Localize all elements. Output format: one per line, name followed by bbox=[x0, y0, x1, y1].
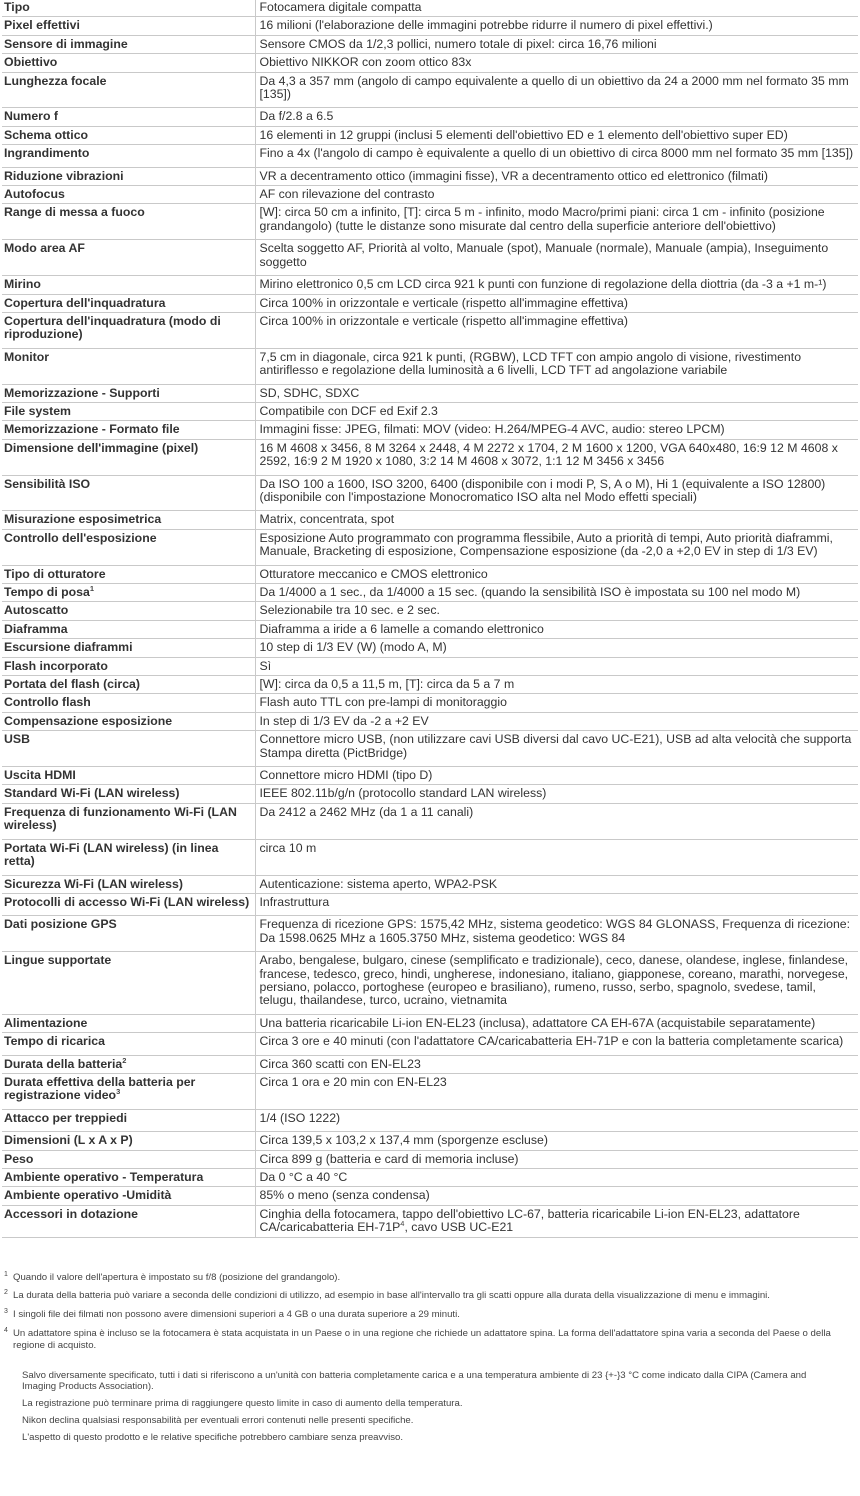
spec-row bbox=[2, 1205, 858, 1237]
spec-value-cell bbox=[255, 1150, 858, 1168]
spec-value-cell bbox=[255, 731, 858, 767]
spec-label-cell bbox=[2, 1187, 255, 1205]
spec-value-cell bbox=[255, 35, 858, 53]
spec-label-cell bbox=[2, 712, 255, 730]
spec-value: Da 4,3 a 357 mm (angolo di campo equivalente a quello di un obiettivo da 24 a 2000 mm nel formato 35 mm [135]) bbox=[259, 73, 849, 102]
spec-label-cell bbox=[2, 1033, 255, 1055]
spec-label: Durata della batteria bbox=[4, 1056, 123, 1071]
spec-value-cell bbox=[255, 785, 858, 803]
spec-label-cell bbox=[2, 1205, 255, 1237]
spec-label: Tempo di ricarica bbox=[4, 1034, 105, 1049]
spec-label-cell bbox=[2, 276, 255, 294]
spec-row bbox=[2, 1169, 858, 1187]
footnote-text: I singoli file dei filmati non possono avere dimensioni superiori a 4 GB o una durata superiore a 29 minuti. bbox=[13, 1309, 460, 1321]
spec-row bbox=[2, 126, 858, 144]
spec-label: Ambiente operativo -Umidità bbox=[4, 1188, 172, 1203]
spec-label: Escursione diaframmi bbox=[4, 640, 133, 655]
spec-label: Range di messa a fuoco bbox=[4, 205, 145, 220]
spec-value-cell bbox=[255, 108, 858, 126]
spec-value-cell bbox=[255, 839, 858, 875]
footnote-text: La durata della batteria può variare a seconda delle condizioni di utilizzo, ad esempio in base all'intervallo tra gli scatti oppure alla durata della visualizzazione di menu e immagini. bbox=[13, 1290, 770, 1302]
spec-value-cell bbox=[255, 186, 858, 204]
footnote-ref: 4 bbox=[400, 1219, 405, 1229]
spec-label: Uscita HDMI bbox=[4, 768, 76, 783]
spec-row bbox=[2, 1014, 858, 1032]
spec-label: Controllo dell'esposizione bbox=[4, 530, 157, 545]
disclaimers bbox=[22, 1370, 842, 1444]
spec-value: Arabo, bengalese, bulgaro, cinese (semplificato e tradizionale), ceco, danese, olandese, inglese, finlandese, francese, tedesco, greco, hindi, ungherese, indonesiano, italiano, giapponese, coreano, marathi, norvegese, persiano, polacco, portoghese (europeo e brasiliano), rumeno, russo, serbo, spagnolo, svedese, tamil, telugu, thailandese, turco, ucraino, vietnamita bbox=[259, 953, 849, 1008]
spec-label-cell bbox=[2, 875, 255, 893]
spec-value: Obiettivo NIKKOR con zoom ottico 83x bbox=[259, 55, 472, 70]
spec-row bbox=[2, 676, 858, 694]
spec-label-cell bbox=[2, 731, 255, 767]
spec-label: Memorizzazione - Supporti bbox=[4, 385, 160, 400]
spec-value: Circa 1 ora e 20 min con EN-EL23 bbox=[259, 1074, 447, 1089]
spec-value-cell bbox=[255, 1132, 858, 1150]
spec-label: Flash incorporato bbox=[4, 658, 108, 673]
spec-row bbox=[2, 1033, 858, 1055]
spec-label: Riduzione vibrazioni bbox=[4, 168, 124, 183]
spec-label: Diaframma bbox=[4, 621, 68, 636]
spec-label-cell bbox=[2, 145, 255, 167]
spec-label: Schema ottico bbox=[4, 127, 89, 142]
spec-label-cell bbox=[2, 785, 255, 803]
spec-row bbox=[2, 1055, 858, 1073]
spec-value: 10 step di 1/3 EV (W) (modo A, M) bbox=[259, 640, 447, 655]
disclaimer-text: La registrazione può terminare prima di raggiungere questo limite in caso di aumento della temperatura. bbox=[22, 1398, 463, 1410]
spec-value-cell bbox=[255, 204, 858, 240]
spec-row bbox=[2, 712, 858, 730]
spec-label-cell bbox=[2, 839, 255, 875]
spec-label: Numero f bbox=[4, 109, 58, 124]
spec-label: Protocolli di accesso Wi-Fi (LAN wireless) bbox=[4, 894, 250, 909]
spec-value: VR a decentramento ottico (immagini fisse), VR a decentramento ottico ed elettronico (filmati) bbox=[259, 168, 768, 183]
footnote-ref: 1 bbox=[89, 583, 95, 593]
spec-row bbox=[2, 1109, 858, 1131]
spec-value-cell bbox=[255, 72, 858, 108]
spec-value: Circa 3 ore e 40 minuti (con l'adattatore CA/caricabatteria EH-71P e con la batteria completamente scarica) bbox=[259, 1034, 844, 1049]
spec-value-cell bbox=[255, 402, 858, 420]
spec-label: Mirino bbox=[4, 277, 41, 292]
spec-value: Mirino elettronico 0,5 cm LCD circa 921 k punti con funzione di regolazione della diottria (da -3 a +1 m-¹) bbox=[259, 277, 827, 292]
spec-value: Fino a 4x (l'angolo di campo è equivalente a quello di un obiettivo di circa 8000 mm nel formato 35 mm [135]) bbox=[259, 146, 854, 161]
spec-row bbox=[2, 803, 858, 839]
spec-label-cell bbox=[2, 108, 255, 126]
spec-label-cell bbox=[2, 511, 255, 529]
spec-label-cell bbox=[2, 17, 255, 35]
spec-label: Sensore di immagine bbox=[4, 36, 128, 51]
spec-label-cell bbox=[2, 475, 255, 511]
spec-value-cell bbox=[255, 1055, 858, 1073]
spec-row bbox=[2, 72, 858, 108]
footnote-number: 2 bbox=[4, 1289, 8, 1297]
spec-value-cell bbox=[255, 439, 858, 475]
spec-value-cell bbox=[255, 294, 858, 312]
spec-row bbox=[2, 54, 858, 72]
spec-label-cell bbox=[2, 694, 255, 712]
spec-label-cell bbox=[2, 1109, 255, 1131]
spec-label-cell bbox=[2, 1055, 255, 1073]
spec-row bbox=[2, 639, 858, 657]
spec-value-cell bbox=[255, 620, 858, 638]
spec-label: Autoscatto bbox=[4, 603, 69, 618]
footnote bbox=[4, 1309, 844, 1321]
spec-value-cell bbox=[255, 54, 858, 72]
spec-label-cell bbox=[2, 0, 255, 17]
spec-value-cell bbox=[255, 1109, 858, 1131]
footnotes bbox=[4, 1272, 844, 1352]
spec-value: Circa 899 g (batteria e card di memoria incluse) bbox=[259, 1151, 519, 1166]
footnote-number: 3 bbox=[4, 1308, 8, 1316]
spec-label-cell bbox=[2, 657, 255, 675]
spec-label: Modo area AF bbox=[4, 241, 85, 256]
spec-row bbox=[2, 186, 858, 204]
spec-value: Circa 100% in orizzontale e verticale (rispetto all'immagine effettiva) bbox=[259, 295, 628, 310]
spec-value: 16 elementi in 12 gruppi (inclusi 5 elementi dell'obiettivo ED e 1 elemento dell'obiettivo super ED) bbox=[259, 127, 788, 142]
spec-label-cell bbox=[2, 1073, 255, 1109]
disclaimer-text: L'aspetto di questo prodotto e le relative specifiche potrebbero cambiare senza preavviso. bbox=[22, 1431, 404, 1443]
spec-row bbox=[2, 204, 858, 240]
spec-row bbox=[2, 167, 858, 185]
spec-label: Attacco per treppiedi bbox=[4, 1110, 127, 1125]
spec-label-cell bbox=[2, 584, 255, 602]
spec-label: Pixel effettivi bbox=[4, 18, 80, 33]
spec-value: IEEE 802.11b/g/n (protocollo standard LAN wireless) bbox=[259, 786, 547, 801]
spec-value-cell bbox=[255, 1187, 858, 1205]
spec-label: Copertura dell'inquadratura (modo di riproduzione) bbox=[4, 313, 221, 342]
spec-label: Accessori in dotazione bbox=[4, 1206, 138, 1221]
spec-value-cell bbox=[255, 384, 858, 402]
spec-row bbox=[2, 511, 858, 529]
spec-label: Autofocus bbox=[4, 187, 65, 202]
spec-value-cell bbox=[255, 694, 858, 712]
spec-row bbox=[2, 657, 858, 675]
spec-row bbox=[2, 384, 858, 402]
spec-label-cell bbox=[2, 803, 255, 839]
spec-value: 16 milioni (l'elaborazione delle immagini potrebbe ridurre il numero di pixel effettivi.) bbox=[259, 18, 713, 33]
spec-value: Da 2412 a 2462 MHz (da 1 a 11 canali) bbox=[259, 804, 474, 819]
spec-label: Tempo di posa bbox=[4, 585, 90, 599]
spec-label-cell bbox=[2, 767, 255, 785]
spec-row bbox=[2, 294, 858, 312]
spec-label: Frequenza di funzionamento Wi-Fi (LAN wireless) bbox=[4, 804, 237, 833]
spec-label-cell bbox=[2, 54, 255, 72]
spec-label-cell bbox=[2, 72, 255, 108]
spec-value: Circa 360 scatti con EN-EL23 bbox=[259, 1056, 421, 1071]
spec-row bbox=[2, 1150, 858, 1168]
spec-label: Peso bbox=[4, 1151, 34, 1166]
spec-label: USB bbox=[4, 732, 30, 747]
spec-label: Standard Wi-Fi (LAN wireless) bbox=[4, 786, 180, 801]
spec-value: Frequenza di ricezione GPS: 1575,42 MHz, sistema geodetico: WGS 84 GLONASS, Frequenza di ricezione: Da 1598.0625 MHz a 1605.3750 MHz, sistema geodetico: WGS 84 bbox=[259, 917, 851, 945]
spec-label-cell bbox=[2, 35, 255, 53]
spec-value: 85% o meno (senza condensa) bbox=[259, 1188, 430, 1203]
spec-value-cell bbox=[255, 1169, 858, 1187]
spec-row bbox=[2, 875, 858, 893]
footnote-number: 1 bbox=[4, 1270, 8, 1278]
spec-value-cell bbox=[255, 875, 858, 893]
spec-label: Monitor bbox=[4, 349, 50, 364]
spec-label-cell bbox=[2, 421, 255, 439]
spec-label-cell bbox=[2, 916, 255, 952]
spec-label-cell bbox=[2, 204, 255, 240]
spec-row bbox=[2, 0, 858, 17]
spec-value: Da 0 °C a 40 °C bbox=[259, 1170, 348, 1184]
spec-value: Compatibile con DCF ed Exif 2.3 bbox=[259, 403, 438, 418]
spec-value-cell bbox=[255, 767, 858, 785]
spec-label: File system bbox=[4, 403, 71, 418]
spec-label-cell bbox=[2, 186, 255, 204]
spec-value: Sì bbox=[259, 658, 272, 673]
spec-row bbox=[2, 475, 858, 511]
spec-value-cell bbox=[255, 312, 858, 348]
spec-value: Connettore micro HDMI (tipo D) bbox=[259, 768, 433, 783]
spec-value-cell bbox=[255, 639, 858, 657]
spec-value-cell bbox=[255, 17, 858, 35]
spec-value: Flash auto TTL con pre-lampi di monitoraggio bbox=[259, 695, 507, 710]
footnote-ref: 3 bbox=[116, 1087, 121, 1097]
spec-value: 16 M 4608 x 3456, 8 M 3264 x 2448, 4 M 2272 x 1704, 2 M 1600 x 1200, VGA 640x480, 16:9 12 M 4608 x 2592, 16:9 2 M 1920 x 1080, 3:2 14 M 4608 x 3072, 1:1 12 M 3456 x 3456 bbox=[259, 440, 838, 469]
disclaimer-text: Salvo diversamente specificato, tutti i dati si riferiscono a un'unità con batteria completamente carica e a una temperatura ambiente di 23 {+-}3 °C come indicato dalla CIPA (Camera and Imaging Products Association). bbox=[22, 1369, 807, 1393]
spec-label: Dati posizione GPS bbox=[4, 917, 117, 932]
spec-label: Lunghezza focale bbox=[4, 73, 107, 88]
spec-label-cell bbox=[2, 402, 255, 420]
spec-row bbox=[2, 839, 858, 875]
spec-row bbox=[2, 402, 858, 420]
spec-value: Selezionabile tra 10 sec. e 2 sec. bbox=[259, 603, 440, 618]
spec-row bbox=[2, 439, 858, 475]
spec-value-cell bbox=[255, 421, 858, 439]
spec-row bbox=[2, 145, 858, 167]
disclaimer-text: Nikon declina qualsiasi responsabilità per eventuali errori contenuti nelle presenti specifiche. bbox=[22, 1415, 414, 1426]
spec-value: Circa 139,5 x 103,2 x 137,4 mm (sporgenze escluse) bbox=[259, 1133, 548, 1148]
spec-label-cell bbox=[2, 639, 255, 657]
spec-value-cell bbox=[255, 511, 858, 529]
spec-value-cell bbox=[255, 126, 858, 144]
spec-value-cell bbox=[255, 565, 858, 583]
spec-value: Diaframma a iride a 6 lamelle a comando elettronico bbox=[259, 621, 544, 636]
spec-label: Dimensioni (L x A x P) bbox=[4, 1133, 133, 1148]
spec-value: [W]: circa 50 cm a infinito, [T]: circa 5 m - infinito, modo Macro/primi piani: circa 1 cm - infinito (posizione grandangolo) (tutte le distanze sono misurate dal centro della superficie anteriore dell'obiettivo) bbox=[259, 205, 825, 233]
spec-value-cell bbox=[255, 1205, 858, 1237]
footnote bbox=[4, 1272, 844, 1284]
spec-row bbox=[2, 312, 858, 348]
spec-row bbox=[2, 731, 858, 767]
spec-label-cell bbox=[2, 1014, 255, 1032]
spec-row bbox=[2, 240, 858, 276]
spec-label: Compensazione esposizione bbox=[4, 713, 173, 728]
spec-value: 1/4 (ISO 1222) bbox=[259, 1110, 341, 1125]
spec-label-cell bbox=[2, 893, 255, 915]
spec-row bbox=[2, 1187, 858, 1205]
spec-value: SD, SDHC, SDXC bbox=[259, 385, 360, 400]
spec-row bbox=[2, 1132, 858, 1150]
spec-value-cell bbox=[255, 240, 858, 276]
spec-row bbox=[2, 17, 858, 35]
spec-value: Da f/2.8 a 6.5 bbox=[259, 109, 334, 124]
spec-value: Matrix, concentrata, spot bbox=[259, 512, 395, 527]
spec-value: AF con rilevazione del contrasto bbox=[259, 187, 435, 202]
spec-value: circa 10 m bbox=[259, 840, 317, 855]
spec-label: Lingue supportate bbox=[4, 953, 112, 968]
spec-label: Obiettivo bbox=[4, 55, 58, 70]
spec-row bbox=[2, 35, 858, 53]
spec-label-cell bbox=[2, 294, 255, 312]
spec-row bbox=[2, 602, 858, 620]
spec-value-cell bbox=[255, 952, 858, 1015]
spec-row bbox=[2, 767, 858, 785]
spec-label: Ingrandimento bbox=[4, 146, 90, 161]
spec-value-cell bbox=[255, 584, 858, 602]
spec-value: Infrastruttura bbox=[259, 894, 330, 909]
spec-label-cell bbox=[2, 384, 255, 402]
spec-row bbox=[2, 584, 858, 602]
spec-label-cell bbox=[2, 240, 255, 276]
spec-value-cell bbox=[255, 529, 858, 565]
spec-value: Circa 100% in orizzontale e verticale (rispetto all'immagine effettiva) bbox=[259, 313, 628, 328]
specifications-body bbox=[2, 0, 858, 1237]
spec-label: Durata effettiva della batteria per registrazione video bbox=[4, 1074, 196, 1103]
spec-value-continued: , cavo USB UC-E21 bbox=[404, 1220, 514, 1235]
spec-value: Immagini fisse: JPEG, filmati: MOV (video: H.264/MPEG-4 AVC, audio: stereo LPCM) bbox=[259, 422, 725, 437]
spec-row bbox=[2, 1073, 858, 1109]
spec-row bbox=[2, 785, 858, 803]
spec-value-cell bbox=[255, 676, 858, 694]
spec-row bbox=[2, 529, 858, 565]
spec-label-cell bbox=[2, 620, 255, 638]
spec-value-cell bbox=[255, 1014, 858, 1032]
spec-value: Cinghia della fotocamera, tappo dell'obiettivo LC-67, batteria ricaricabile Li-ion EN-EL23, adattatore CA/caricabatteria EH-71P bbox=[259, 1206, 800, 1235]
spec-value-cell bbox=[255, 1073, 858, 1109]
spec-value: Esposizione Auto programmato con programma flessibile, Auto a priorità di tempi, Auto priorità diaframmi, Manuale, Bracketing di esposizione, Compensazione esposizione (da -2,0 a +2,0 EV in step di 1/3 EV) bbox=[259, 530, 833, 559]
spec-label: Memorizzazione - Formato file bbox=[4, 422, 180, 437]
footnote-text: Un adattatore spina è incluso se la fotocamera è stata acquistata in un Paese o in una regione che richiede un adattatore spina. La forma dell'adattatore spina varia a seconda del Paese o della regione di acquisto. bbox=[13, 1328, 831, 1351]
spec-label: Dimensione dell'immagine (pixel) bbox=[4, 440, 199, 455]
spec-label: Tipo bbox=[4, 0, 30, 14]
spec-row bbox=[2, 893, 858, 915]
spec-row bbox=[2, 952, 858, 1015]
spec-value-cell bbox=[255, 167, 858, 185]
footnote bbox=[4, 1290, 844, 1302]
spec-label-cell bbox=[2, 126, 255, 144]
spec-row bbox=[2, 620, 858, 638]
spec-row bbox=[2, 348, 858, 384]
spec-value: Sensore CMOS da 1/2,3 pollici, numero totale di pixel: circa 16,76 milioni bbox=[259, 36, 657, 51]
spec-value-cell bbox=[255, 145, 858, 167]
spec-value-cell bbox=[255, 276, 858, 294]
spec-label: Sensibilità ISO bbox=[4, 476, 91, 491]
spec-label-cell bbox=[2, 565, 255, 583]
spec-value-cell bbox=[255, 893, 858, 915]
footnote-ref: 2 bbox=[122, 1055, 127, 1065]
spec-label: Alimentazione bbox=[4, 1015, 88, 1030]
spec-row bbox=[2, 421, 858, 439]
spec-value-cell bbox=[255, 602, 858, 620]
spec-row bbox=[2, 916, 858, 952]
spec-value: 7,5 cm in diagonale, circa 921 k punti, (RGBW), LCD TFT con ampio angolo di visione, rivestimento antiriflesso e regolazione della luminosità a 6 livelli, LCD TFT ad angolazione variabile bbox=[259, 349, 802, 378]
footnote bbox=[4, 1328, 844, 1352]
spec-label-cell bbox=[2, 529, 255, 565]
spec-label-cell bbox=[2, 602, 255, 620]
spec-value-cell bbox=[255, 0, 858, 17]
spec-value: Una batteria ricaricabile Li-ion EN-EL23 (inclusa), adattatore CA EH-67A (acquistabile separatamente) bbox=[259, 1015, 816, 1030]
footnote-number: 4 bbox=[4, 1327, 8, 1335]
spec-label-cell bbox=[2, 312, 255, 348]
spec-value: Da ISO 100 a 1600, ISO 3200, 6400 (disponibile con i modi P, S, A o M), Hi 1 (equivalente a ISO 12800) (disponibile con l'impostazione Monocromatico ISO alta nel Modo effetti speciali) bbox=[259, 476, 826, 504]
spec-value-cell bbox=[255, 348, 858, 384]
spec-label: Portata del flash (circa) bbox=[4, 677, 140, 692]
spec-row bbox=[2, 565, 858, 583]
spec-value-cell bbox=[255, 1033, 858, 1055]
spec-value-cell bbox=[255, 475, 858, 511]
spec-value-cell bbox=[255, 657, 858, 675]
spec-row bbox=[2, 108, 858, 126]
spec-value: Otturatore meccanico e CMOS elettronico bbox=[259, 566, 488, 581]
spec-row bbox=[2, 276, 858, 294]
spec-label-cell bbox=[2, 439, 255, 475]
spec-label: Tipo di otturatore bbox=[4, 566, 106, 581]
spec-value: Fotocamera digitale compatta bbox=[259, 0, 422, 14]
spec-value-cell bbox=[255, 916, 858, 952]
spec-label: Copertura dell'inquadratura bbox=[4, 295, 166, 310]
specifications-table bbox=[2, 0, 858, 1238]
spec-value: Connettore micro USB, (non utilizzare cavi USB diversi dal cavo UC-E21), USB ad alta velocità che supporta Stampa diretta (PictBridge) bbox=[259, 732, 852, 760]
spec-label-cell bbox=[2, 676, 255, 694]
spec-label: Sicurezza Wi-Fi (LAN wireless) bbox=[4, 876, 183, 891]
spec-label-cell bbox=[2, 1132, 255, 1150]
spec-value: Autenticazione: sistema aperto, WPA2-PSK bbox=[259, 876, 498, 891]
spec-value: Da 1/4000 a 1 sec., da 1/4000 a 15 sec. (quando la sensibilità ISO è impostata su 100 nel modo M) bbox=[259, 585, 801, 599]
spec-value: In step di 1/3 EV da -2 a +2 EV bbox=[259, 713, 429, 728]
spec-label-cell bbox=[2, 952, 255, 1015]
spec-label: Misurazione esposimetrica bbox=[4, 512, 162, 527]
spec-label-cell bbox=[2, 1150, 255, 1168]
spec-row bbox=[2, 694, 858, 712]
spec-label-cell bbox=[2, 1169, 255, 1187]
spec-label: Ambiente operativo - Temperatura bbox=[4, 1170, 204, 1184]
spec-value-cell bbox=[255, 803, 858, 839]
spec-value: Scelta soggetto AF, Priorità al volto, Manuale (spot), Manuale (normale), Manuale (ampia), Inseguimento soggetto bbox=[259, 241, 829, 269]
spec-label-cell bbox=[2, 348, 255, 384]
spec-label: Portata Wi-Fi (LAN wireless) (in linea retta) bbox=[4, 840, 219, 869]
spec-value: [W]: circa da 0,5 a 11,5 m, [T]: circa da 5 a 7 m bbox=[259, 677, 515, 692]
spec-label: Controllo flash bbox=[4, 695, 91, 710]
spec-value-cell bbox=[255, 712, 858, 730]
spec-label-cell bbox=[2, 167, 255, 185]
footnote-text: Quando il valore dell'apertura è impostato su f/8 (posizione del grandangolo). bbox=[13, 1271, 341, 1283]
